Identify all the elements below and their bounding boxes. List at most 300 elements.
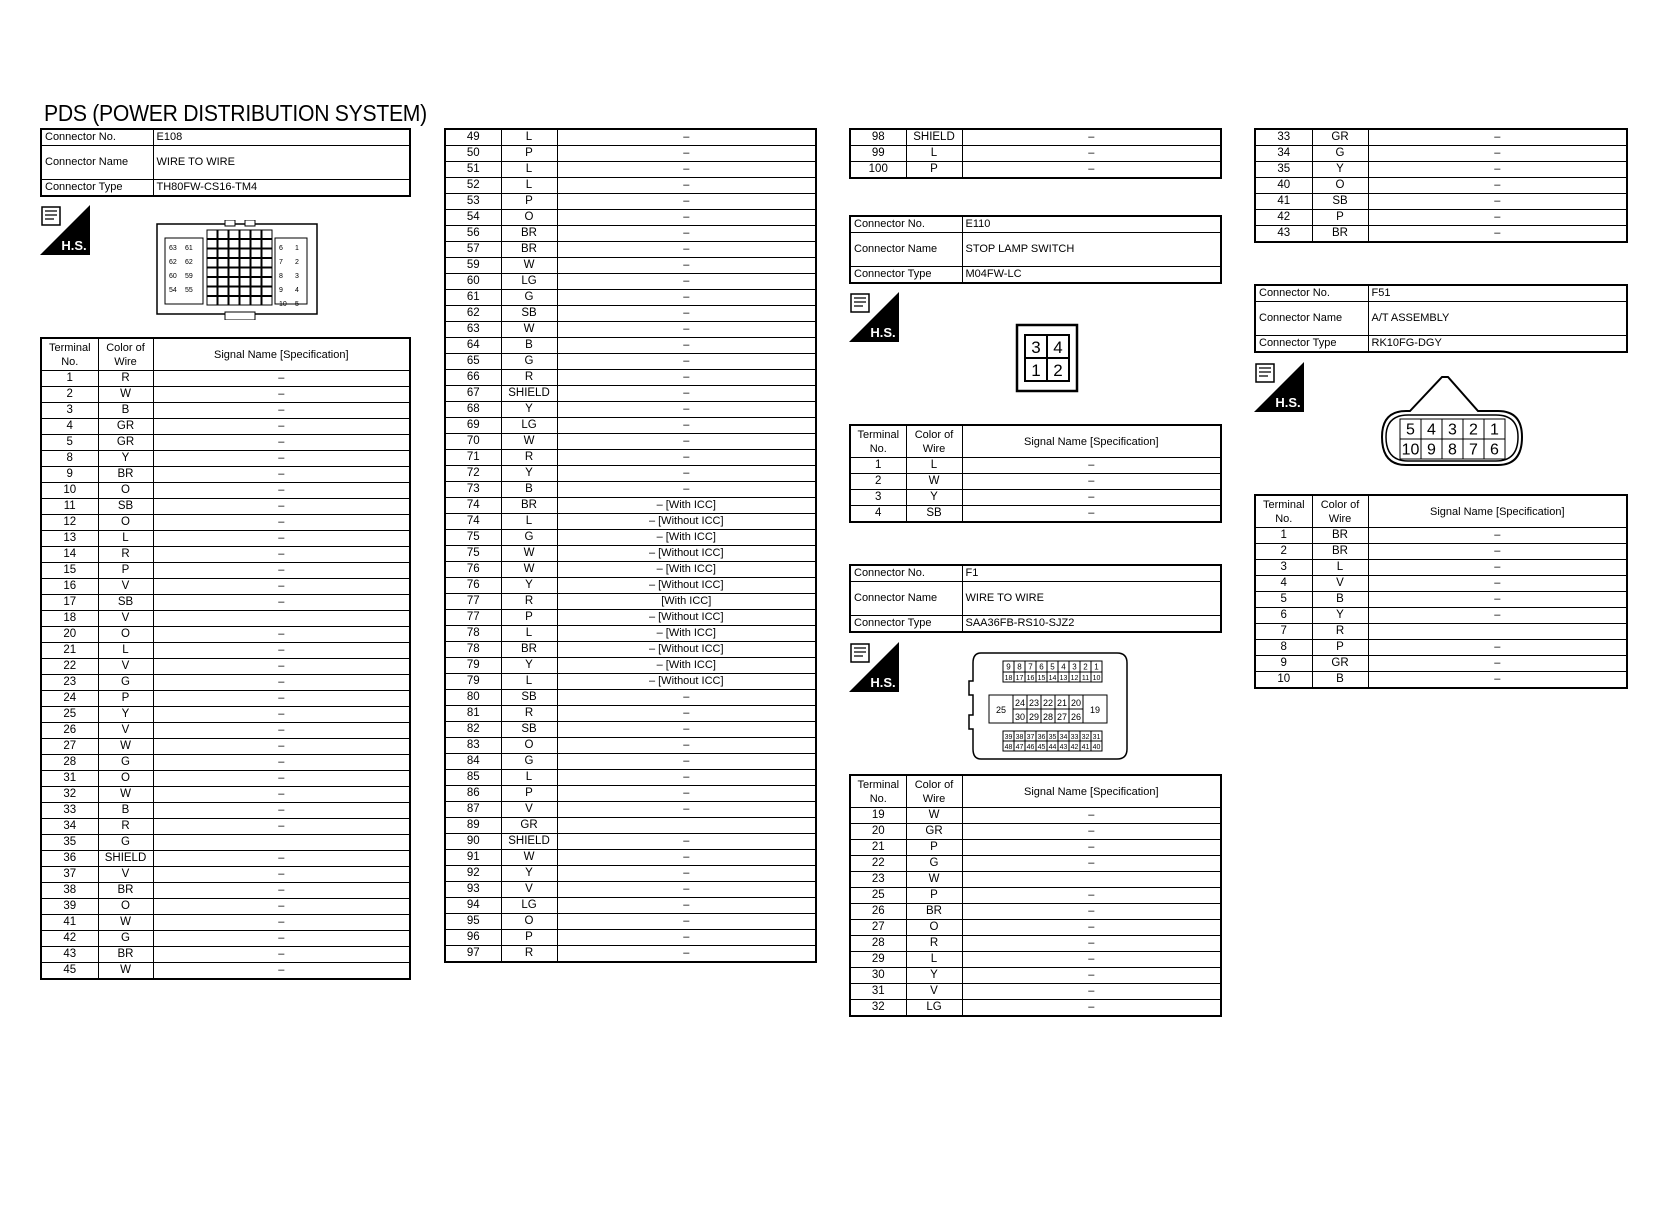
table-row — [850, 474, 1221, 490]
table-row — [1255, 226, 1627, 243]
table-row — [445, 530, 816, 546]
wire-color-cell: W — [98, 787, 153, 803]
wire-color-cell: L — [906, 952, 962, 968]
signal-name-cell: – — [962, 1000, 1221, 1017]
pin-label: 24 — [1014, 697, 1026, 708]
terminal-no-cell: 89 — [445, 818, 501, 834]
pin-label: 41 — [1081, 743, 1090, 751]
terminal-no-cell: 10 — [1255, 672, 1312, 689]
signal-name-cell: – — [962, 984, 1221, 1000]
pin-cell — [218, 297, 228, 306]
wire-color-cell: SHIELD — [501, 834, 557, 850]
terminal-no-cell: 2 — [850, 474, 906, 490]
signal-name-cell: – — [557, 738, 816, 754]
wire-color-cell: G — [98, 755, 153, 771]
terminal-no-cell: 60 — [445, 274, 501, 290]
signal-name-cell: – — [557, 722, 816, 738]
color-of-wire-header: Color of Wire — [98, 338, 153, 371]
f1-info-table — [849, 564, 1222, 633]
e108-rows-a — [41, 338, 410, 979]
signal-name-cell: – — [153, 499, 410, 515]
pin-label: 44 — [1048, 743, 1057, 751]
table-row — [850, 824, 1221, 840]
table-row — [1255, 560, 1627, 576]
signal-name-cell: – — [962, 840, 1221, 856]
page-title: PDS (POWER DISTRIBUTION SYSTEM) — [44, 100, 427, 126]
table-row — [41, 883, 410, 899]
wire-color-cell: BR — [98, 467, 153, 483]
table-row — [445, 898, 816, 914]
wire-color-cell: GR — [1312, 129, 1368, 146]
terminal-no-cell: 37 — [41, 867, 98, 883]
wire-color-cell: O — [98, 483, 153, 499]
pin-label: 55 — [185, 287, 193, 294]
table-row — [445, 226, 816, 242]
wire-color-cell: R — [98, 371, 153, 387]
table-row — [41, 643, 410, 659]
pin-label: 8 — [1017, 662, 1022, 672]
wire-color-cell: Y — [98, 707, 153, 723]
f51-connector-face — [1380, 375, 1525, 470]
pin-label: 20 — [1070, 697, 1082, 708]
terminal-no-cell: 85 — [445, 770, 501, 786]
signal-name-cell: – — [557, 370, 816, 386]
wire-color-cell: R — [501, 370, 557, 386]
signal-name-cell: – — [557, 930, 816, 946]
wire-color-cell: L — [501, 162, 557, 178]
pin-cell — [218, 287, 228, 296]
table-row — [445, 738, 816, 754]
terminal-no-cell: 33 — [1255, 129, 1312, 146]
table-row — [445, 450, 816, 466]
terminal-no-cell: 3 — [1255, 560, 1312, 576]
signal-name-cell: – — [557, 226, 816, 242]
table-row — [850, 490, 1221, 506]
pin-cell — [262, 259, 272, 268]
terminal-no-cell: 20 — [41, 627, 98, 643]
signal-name-cell: – — [153, 563, 410, 579]
terminal-no-cell: 22 — [41, 659, 98, 675]
terminal-no-cell: 57 — [445, 242, 501, 258]
wire-color-cell: L — [98, 643, 153, 659]
terminal-no-cell: 70 — [445, 434, 501, 450]
signal-name-cell: – — [1368, 560, 1627, 576]
terminal-no-cell: 76 — [445, 562, 501, 578]
wire-color-cell: L — [501, 178, 557, 194]
signal-name-cell: – — [1368, 640, 1627, 656]
signal-name-cell: – — [153, 803, 410, 819]
terminal-no-cell: 4 — [850, 506, 906, 523]
terminal-no-cell: 86 — [445, 786, 501, 802]
table-row — [445, 946, 816, 963]
signal-name-cell: – — [557, 898, 816, 914]
table-row — [445, 274, 816, 290]
pin-cell — [262, 287, 272, 296]
table-row — [1255, 576, 1627, 592]
table-row — [1255, 194, 1627, 210]
pin-label: 36 — [1037, 733, 1046, 741]
table-row — [850, 808, 1221, 824]
e108-rows-c — [850, 129, 1221, 178]
wire-color-cell: W — [501, 850, 557, 866]
wire-color-cell: W — [98, 915, 153, 931]
signal-name-cell: – — [557, 690, 816, 706]
terminal-no-cell: 81 — [445, 706, 501, 722]
terminal-no-header: Terminal No. — [850, 775, 906, 808]
wire-color-cell: G — [1312, 146, 1368, 162]
signal-name-cell: – — [153, 819, 410, 835]
pin-label: 30 — [1014, 711, 1026, 722]
signal-name-cell: – — [557, 786, 816, 802]
signal-name-cell: – — [557, 466, 816, 482]
terminal-no-cell: 75 — [445, 546, 501, 562]
wire-color-cell: G — [501, 290, 557, 306]
terminal-no-cell: 33 — [41, 803, 98, 819]
wire-color-cell: LG — [906, 1000, 962, 1017]
wire-color-cell: P — [501, 786, 557, 802]
signal-name-header: Signal Name [Specification] — [962, 425, 1221, 458]
pin-label: 25 — [995, 705, 1007, 715]
signal-name-cell: – — [962, 490, 1221, 506]
wire-color-cell: O — [501, 738, 557, 754]
wire-color-cell: O — [98, 627, 153, 643]
f1-pins-row4 — [1013, 709, 1083, 723]
connector-no-value: F1 — [962, 565, 1221, 582]
wire-color-cell: SB — [1312, 194, 1368, 210]
signal-name-cell: – — [153, 723, 410, 739]
terminal-no-cell: 36 — [41, 851, 98, 867]
pin-label: 5 — [295, 301, 299, 308]
pin-label: 2 — [1469, 421, 1478, 439]
connector-name-label: Connector Name — [1255, 302, 1368, 336]
pin-label: 46 — [1026, 743, 1035, 751]
pin-cell — [229, 230, 239, 239]
signal-name-cell: – — [962, 146, 1221, 162]
signal-name-cell: – — [1368, 576, 1627, 592]
table-row — [1255, 178, 1627, 194]
pin-label: 31 — [1092, 733, 1101, 741]
wire-color-cell: Y — [906, 490, 962, 506]
connector-type-value: TH80FW-CS16-TM4 — [153, 180, 410, 197]
wire-color-cell: BR — [501, 226, 557, 242]
pin-cell — [262, 278, 272, 287]
wire-color-cell: B — [501, 482, 557, 498]
pin-cell — [218, 278, 228, 287]
terminal-no-cell: 92 — [445, 866, 501, 882]
table-row — [1255, 640, 1627, 656]
pin-label: 13 — [1059, 674, 1068, 682]
table-row — [41, 707, 410, 723]
wire-color-cell: V — [98, 659, 153, 675]
terminal-no-cell: 42 — [1255, 210, 1312, 226]
signal-name-cell — [962, 872, 1221, 888]
terminal-no-cell: 17 — [41, 595, 98, 611]
signal-name-cell — [557, 818, 816, 834]
table-row — [41, 739, 410, 755]
connector-type-label: Connector Type — [850, 616, 962, 633]
signal-name-cell: – — [153, 531, 410, 547]
wire-color-cell: L — [501, 770, 557, 786]
terminal-no-cell: 34 — [41, 819, 98, 835]
f1-pins-row2 — [1003, 672, 1102, 682]
wire-color-cell: V — [501, 882, 557, 898]
table-row — [445, 914, 816, 930]
terminal-no-cell: 84 — [445, 754, 501, 770]
terminal-no-cell: 65 — [445, 354, 501, 370]
pin-label: 26 — [1070, 711, 1082, 722]
color-of-wire-header: Color of Wire — [906, 425, 962, 458]
connector-no-label: Connector No. — [850, 565, 962, 582]
signal-name-cell: – — [962, 506, 1221, 523]
signal-name-cell: – — [962, 856, 1221, 872]
pin-cell — [240, 240, 250, 249]
pin-label: 9 — [279, 287, 283, 294]
terminal-no-cell: 6 — [1255, 608, 1312, 624]
signal-name-cell: – — [557, 194, 816, 210]
table-row — [445, 290, 816, 306]
pin-cell — [207, 287, 217, 296]
pin-label: 3 — [295, 273, 299, 280]
terminal-no-cell: 2 — [41, 387, 98, 403]
wire-color-cell: Y — [501, 578, 557, 594]
terminal-no-cell: 8 — [41, 451, 98, 467]
terminal-no-cell: 76 — [445, 578, 501, 594]
wire-color-cell: GR — [906, 824, 962, 840]
pin-label: 17 — [1015, 674, 1024, 682]
wire-color-cell: W — [501, 434, 557, 450]
table-row — [850, 506, 1221, 523]
terminal-no-cell: 39 — [41, 899, 98, 915]
terminal-no-cell: 79 — [445, 658, 501, 674]
terminal-no-cell: 1 — [850, 458, 906, 474]
pin-label: 60 — [169, 273, 177, 280]
pin-cell — [207, 230, 217, 239]
table-row — [1255, 672, 1627, 689]
wire-color-cell: Y — [98, 451, 153, 467]
signal-name-cell: – [With ICC] — [557, 562, 816, 578]
terminal-no-cell: 1 — [41, 371, 98, 387]
table-row — [850, 162, 1221, 179]
wire-color-cell: B — [1312, 672, 1368, 689]
table-row — [445, 642, 816, 658]
wire-color-cell: W — [906, 474, 962, 490]
table-row — [445, 626, 816, 642]
terminal-no-cell: 26 — [850, 904, 906, 920]
signal-name-cell: – — [557, 834, 816, 850]
wire-color-cell: L — [906, 146, 962, 162]
pin-label: 1 — [1490, 421, 1499, 439]
signal-name-cell: – — [1368, 592, 1627, 608]
terminal-no-cell: 79 — [445, 674, 501, 690]
table-row — [1255, 129, 1627, 146]
table-row — [41, 755, 410, 771]
signal-name-cell: – — [557, 706, 816, 722]
wire-color-cell: BR — [501, 498, 557, 514]
pin-label: 62 — [169, 259, 177, 266]
terminal-no-cell: 12 — [41, 515, 98, 531]
signal-name-cell: – — [153, 419, 410, 435]
table-row — [41, 435, 410, 451]
pin-cell — [229, 278, 239, 287]
wire-color-cell: V — [1312, 576, 1368, 592]
table-row — [445, 578, 816, 594]
wire-color-cell: R — [98, 547, 153, 563]
table-row — [445, 786, 816, 802]
f51-terminal-table — [1254, 494, 1628, 689]
terminal-no-cell: 42 — [41, 931, 98, 947]
signal-name-header: Signal Name [Specification] — [962, 775, 1221, 808]
signal-name-cell: – — [557, 178, 816, 194]
connector-no-label: Connector No. — [41, 129, 153, 146]
terminal-no-cell: 93 — [445, 882, 501, 898]
wire-color-cell: W — [98, 739, 153, 755]
wire-color-cell: SHIELD — [906, 129, 962, 146]
signal-name-cell: – [With ICC] — [557, 530, 816, 546]
signal-name-cell: – [With ICC] — [557, 658, 816, 674]
signal-name-cell: – [With ICC] — [557, 498, 816, 514]
f51-info-block — [1254, 284, 1628, 353]
pin-label: 27 — [1056, 711, 1068, 722]
signal-name-cell: – [Without ICC] — [557, 610, 816, 626]
table-row — [445, 370, 816, 386]
table-row — [850, 1000, 1221, 1017]
pin-cell — [229, 259, 239, 268]
signal-name-cell: – — [557, 418, 816, 434]
signal-name-cell: – — [962, 904, 1221, 920]
signal-name-cell: – — [1368, 194, 1627, 210]
terminal-no-cell: 26 — [41, 723, 98, 739]
pin-label: 28 — [1042, 711, 1054, 722]
terminal-no-cell: 3 — [850, 490, 906, 506]
pin-cell — [251, 230, 261, 239]
connector-type-value: SAA36FB-RS10-SJZ2 — [962, 616, 1221, 633]
wire-color-cell: L — [501, 514, 557, 530]
table-row — [1255, 210, 1627, 226]
wire-color-cell: G — [906, 856, 962, 872]
table-row — [445, 178, 816, 194]
wire-color-cell: L — [906, 458, 962, 474]
table-row — [850, 984, 1221, 1000]
table-row — [445, 818, 816, 834]
signal-name-cell: – — [153, 403, 410, 419]
terminal-no-cell: 78 — [445, 642, 501, 658]
signal-name-cell: – — [1368, 656, 1627, 672]
table-row — [445, 482, 816, 498]
pin-cell — [262, 268, 272, 277]
signal-name-cell: – — [962, 458, 1221, 474]
wire-color-cell: L — [98, 531, 153, 547]
wire-color-cell: P — [906, 162, 962, 179]
pin-label: 10 — [1401, 441, 1420, 459]
signal-name-cell: – — [1368, 210, 1627, 226]
pin-label: 54 — [169, 287, 177, 294]
wire-color-cell: O — [501, 914, 557, 930]
f51-info-table — [1254, 284, 1628, 353]
table-row — [445, 658, 816, 674]
signal-name-cell: – — [153, 739, 410, 755]
signal-name-cell: – — [557, 802, 816, 818]
signal-name-cell: – — [153, 771, 410, 787]
wire-color-cell: W — [98, 963, 153, 980]
pin-label: 9 — [1006, 662, 1011, 672]
wire-color-cell: BR — [98, 883, 153, 899]
terminal-no-cell: 41 — [1255, 194, 1312, 210]
pin-label: 38 — [1015, 733, 1024, 741]
pin-label: 1 — [1031, 361, 1041, 380]
table-row — [850, 920, 1221, 936]
signal-name-cell: – — [153, 387, 410, 403]
wire-color-cell: R — [501, 946, 557, 963]
signal-name-cell — [153, 611, 410, 627]
table-row — [850, 840, 1221, 856]
wire-color-cell: G — [501, 354, 557, 370]
wire-color-cell: SB — [501, 306, 557, 322]
table-row — [850, 129, 1221, 146]
pin-cell — [218, 268, 228, 277]
e108-rows-b — [445, 129, 816, 962]
wire-color-cell: SB — [501, 722, 557, 738]
terminal-no-cell: 34 — [1255, 146, 1312, 162]
signal-name-cell: – — [557, 322, 816, 338]
connector-name-label: Connector Name — [850, 582, 962, 616]
table-row — [445, 434, 816, 450]
table-row — [850, 458, 1221, 474]
signal-name-cell: – — [153, 787, 410, 803]
wire-color-cell: SHIELD — [98, 851, 153, 867]
wire-color-cell: W — [906, 808, 962, 824]
wire-color-cell: P — [501, 930, 557, 946]
signal-name-cell: – [Without ICC] — [557, 578, 816, 594]
wire-color-cell: G — [98, 835, 153, 851]
wire-color-cell: GR — [98, 435, 153, 451]
f1-rows-a — [850, 775, 1221, 1016]
hs-icon — [40, 205, 90, 255]
pin-label: 7 — [279, 259, 283, 266]
table-row — [445, 674, 816, 690]
terminal-no-cell: 90 — [445, 834, 501, 850]
table-row — [445, 722, 816, 738]
wire-color-cell: P — [1312, 210, 1368, 226]
signal-name-cell: – — [557, 338, 816, 354]
signal-name-cell: – — [153, 627, 410, 643]
pin-cell — [262, 297, 272, 306]
signal-name-cell: – — [153, 675, 410, 691]
terminal-no-cell: 77 — [445, 594, 501, 610]
terminal-no-cell: 71 — [445, 450, 501, 466]
signal-name-cell: – — [153, 851, 410, 867]
terminal-no-cell: 100 — [850, 162, 906, 179]
table-row — [445, 386, 816, 402]
f1-connector-face — [967, 651, 1132, 761]
table-row — [445, 754, 816, 770]
terminal-no-cell: 31 — [41, 771, 98, 787]
wire-color-cell: G — [98, 931, 153, 947]
wire-color-cell: Y — [1312, 162, 1368, 178]
terminal-no-cell: 4 — [1255, 576, 1312, 592]
hs-label: H.S. — [61, 238, 87, 253]
table-row — [1255, 544, 1627, 560]
wire-color-cell: SB — [906, 506, 962, 523]
pin-cell — [218, 259, 228, 268]
pin-cell — [240, 249, 250, 258]
terminal-no-cell: 51 — [445, 162, 501, 178]
wire-color-cell: W — [501, 546, 557, 562]
signal-name-cell: – — [557, 274, 816, 290]
pin-label: 22 — [1042, 697, 1054, 708]
f1-terminal-table-2 — [1254, 128, 1628, 243]
table-row — [850, 888, 1221, 904]
pin-label: 16 — [1026, 674, 1035, 682]
